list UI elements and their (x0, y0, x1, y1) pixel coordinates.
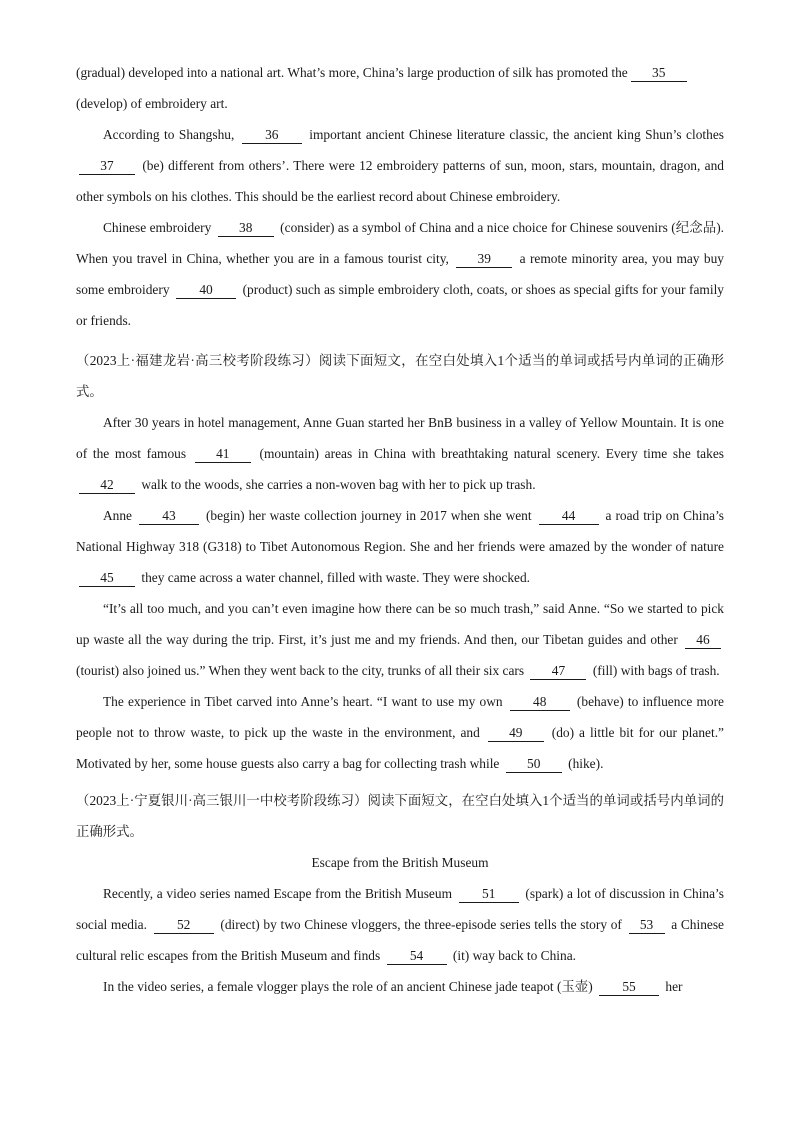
blank-44[interactable]: 44 (539, 507, 599, 525)
text: walk to the woods, she carries a non-woven bag with her to pick up trash. (141, 477, 536, 492)
text: her (665, 979, 683, 994)
question-header-2: （2023上·福建龙岩·高三校考阶段练习）阅读下面短文，在空白处填入1个适当的单词或括号内单词的正确形式。 (76, 353, 724, 399)
text: (begin) her waste collection journey in 2017 when she went (205, 508, 532, 523)
paragraph-p3 (76, 212, 724, 336)
text: “It’s all too much, and you can’t even imagine how there can be so much trash,” said Anne. “So we started to pick up waste all the way during the trip. First, it’s just me and my friends. And then, our Tibetan guides and other (76, 601, 724, 647)
blank-48[interactable]: 48 (510, 693, 570, 711)
text: (be) different from others’. There were 12 embroidery patterns of sun, moon, stars, mountain, dragon, and other symbols on his clothes. This should be the earliest record about Chinese embroidery. (76, 158, 724, 204)
text: (fill) with bags of trash. (592, 663, 720, 678)
text: a remote minority area, you may buy some embroidery (76, 251, 724, 297)
blank-42[interactable]: 42 (79, 476, 135, 494)
blank-43[interactable]: 43 (139, 507, 199, 525)
blank-52[interactable]: 52 (154, 916, 214, 934)
text: (consider) as a symbol of China and a nice choice for Chinese souvenirs (纪念品). When you travel in China, whether you are in a famous tourist city, (76, 220, 724, 266)
blank-47[interactable]: 47 (530, 662, 586, 680)
text: a road trip on China’s National Highway 318 (G318) to Tibet Autonomous Region. She and her friends were amazed by the wonder of nature (76, 508, 725, 554)
text: (tourist) also joined us.” When they went back to the city, trunks of all their six cars (76, 663, 525, 678)
text: (mountain) areas in China with breathtaking natural scenery. Every time she takes (259, 446, 724, 461)
text: important ancient Chinese literature classic, the ancient king Shun’s clothes (309, 127, 724, 142)
blank-51[interactable]: 51 (459, 885, 519, 903)
paragraph-p6 (76, 593, 724, 686)
text: In the video series, a female vlogger plays the role of an ancient Chinese jade teapot (玉壶) (103, 979, 593, 994)
blank-50[interactable]: 50 (506, 755, 562, 773)
text: (do) a little bit for our planet.” Motivated by her, some house guests also carry a bag for collecting trash while (76, 725, 724, 771)
text: (it) way back to China. (452, 948, 576, 963)
paragraph-p1 (76, 57, 724, 119)
text: (gradual) developed into a national art. What’s more, China’s large production of silk has promoted the (76, 65, 628, 80)
paragraph-p5 (76, 500, 724, 593)
spacer (76, 336, 724, 345)
text: a Chinese cultural relic escapes from the British Museum and finds (76, 917, 724, 963)
blank-41[interactable]: 41 (195, 445, 251, 463)
blank-37[interactable]: 37 (79, 157, 135, 175)
text: (develop) of embroidery art. (76, 96, 228, 111)
text: they came across a water channel, filled with waste. They were shocked. (141, 570, 531, 585)
paragraph-p8 (76, 878, 724, 971)
blank-55[interactable]: 55 (599, 978, 659, 996)
text: Anne (103, 508, 133, 523)
paragraph-p4 (76, 407, 724, 500)
text: According to Shangshu, (103, 127, 235, 142)
text: After 30 years in hotel management, Anne Guan started her BnB business in a valley of Yellow Mountain. It is one of the most famous (76, 415, 724, 461)
question-header-3: （2023上·宁夏银川·高三银川一中校考阶段练习）阅读下面短文，在空白处填入1个适当的单词或括号内单词的正确形式。 (76, 793, 724, 839)
blank-38[interactable]: 38 (218, 219, 274, 237)
blank-54[interactable]: 54 (387, 947, 447, 965)
text: (direct) by two Chinese vloggers, the three-episode series tells the story of (220, 917, 622, 932)
paragraph-p2 (76, 119, 724, 212)
text: Recently, a video series named Escape from the British Museum (103, 886, 452, 901)
passage-title: Escape from the British Museum (311, 855, 489, 870)
paragraph-p7 (76, 686, 724, 779)
blank-35[interactable]: 35 (631, 64, 687, 82)
blank-46[interactable]: 46 (685, 631, 721, 649)
text: Chinese embroidery (103, 220, 212, 235)
blank-39[interactable]: 39 (456, 250, 512, 268)
text: (product) such as simple embroidery cloth, coats, or shoes as special gifts for your family or friends. (76, 282, 724, 328)
blank-40[interactable]: 40 (176, 281, 236, 299)
blank-53[interactable]: 53 (629, 916, 665, 934)
text: (hike). (568, 756, 604, 771)
blank-45[interactable]: 45 (79, 569, 135, 587)
text: (behave) to influence more people not to throw waste, to pick up the waste in the environment, and (76, 694, 724, 740)
paragraph-p9 (76, 971, 724, 1002)
text: (spark) a lot of discussion in China’s social media. (76, 886, 724, 932)
blank-36[interactable]: 36 (242, 126, 302, 144)
text: The experience in Tibet carved into Anne’s heart. “I want to use my own (103, 694, 503, 709)
blank-49[interactable]: 49 (488, 724, 544, 742)
